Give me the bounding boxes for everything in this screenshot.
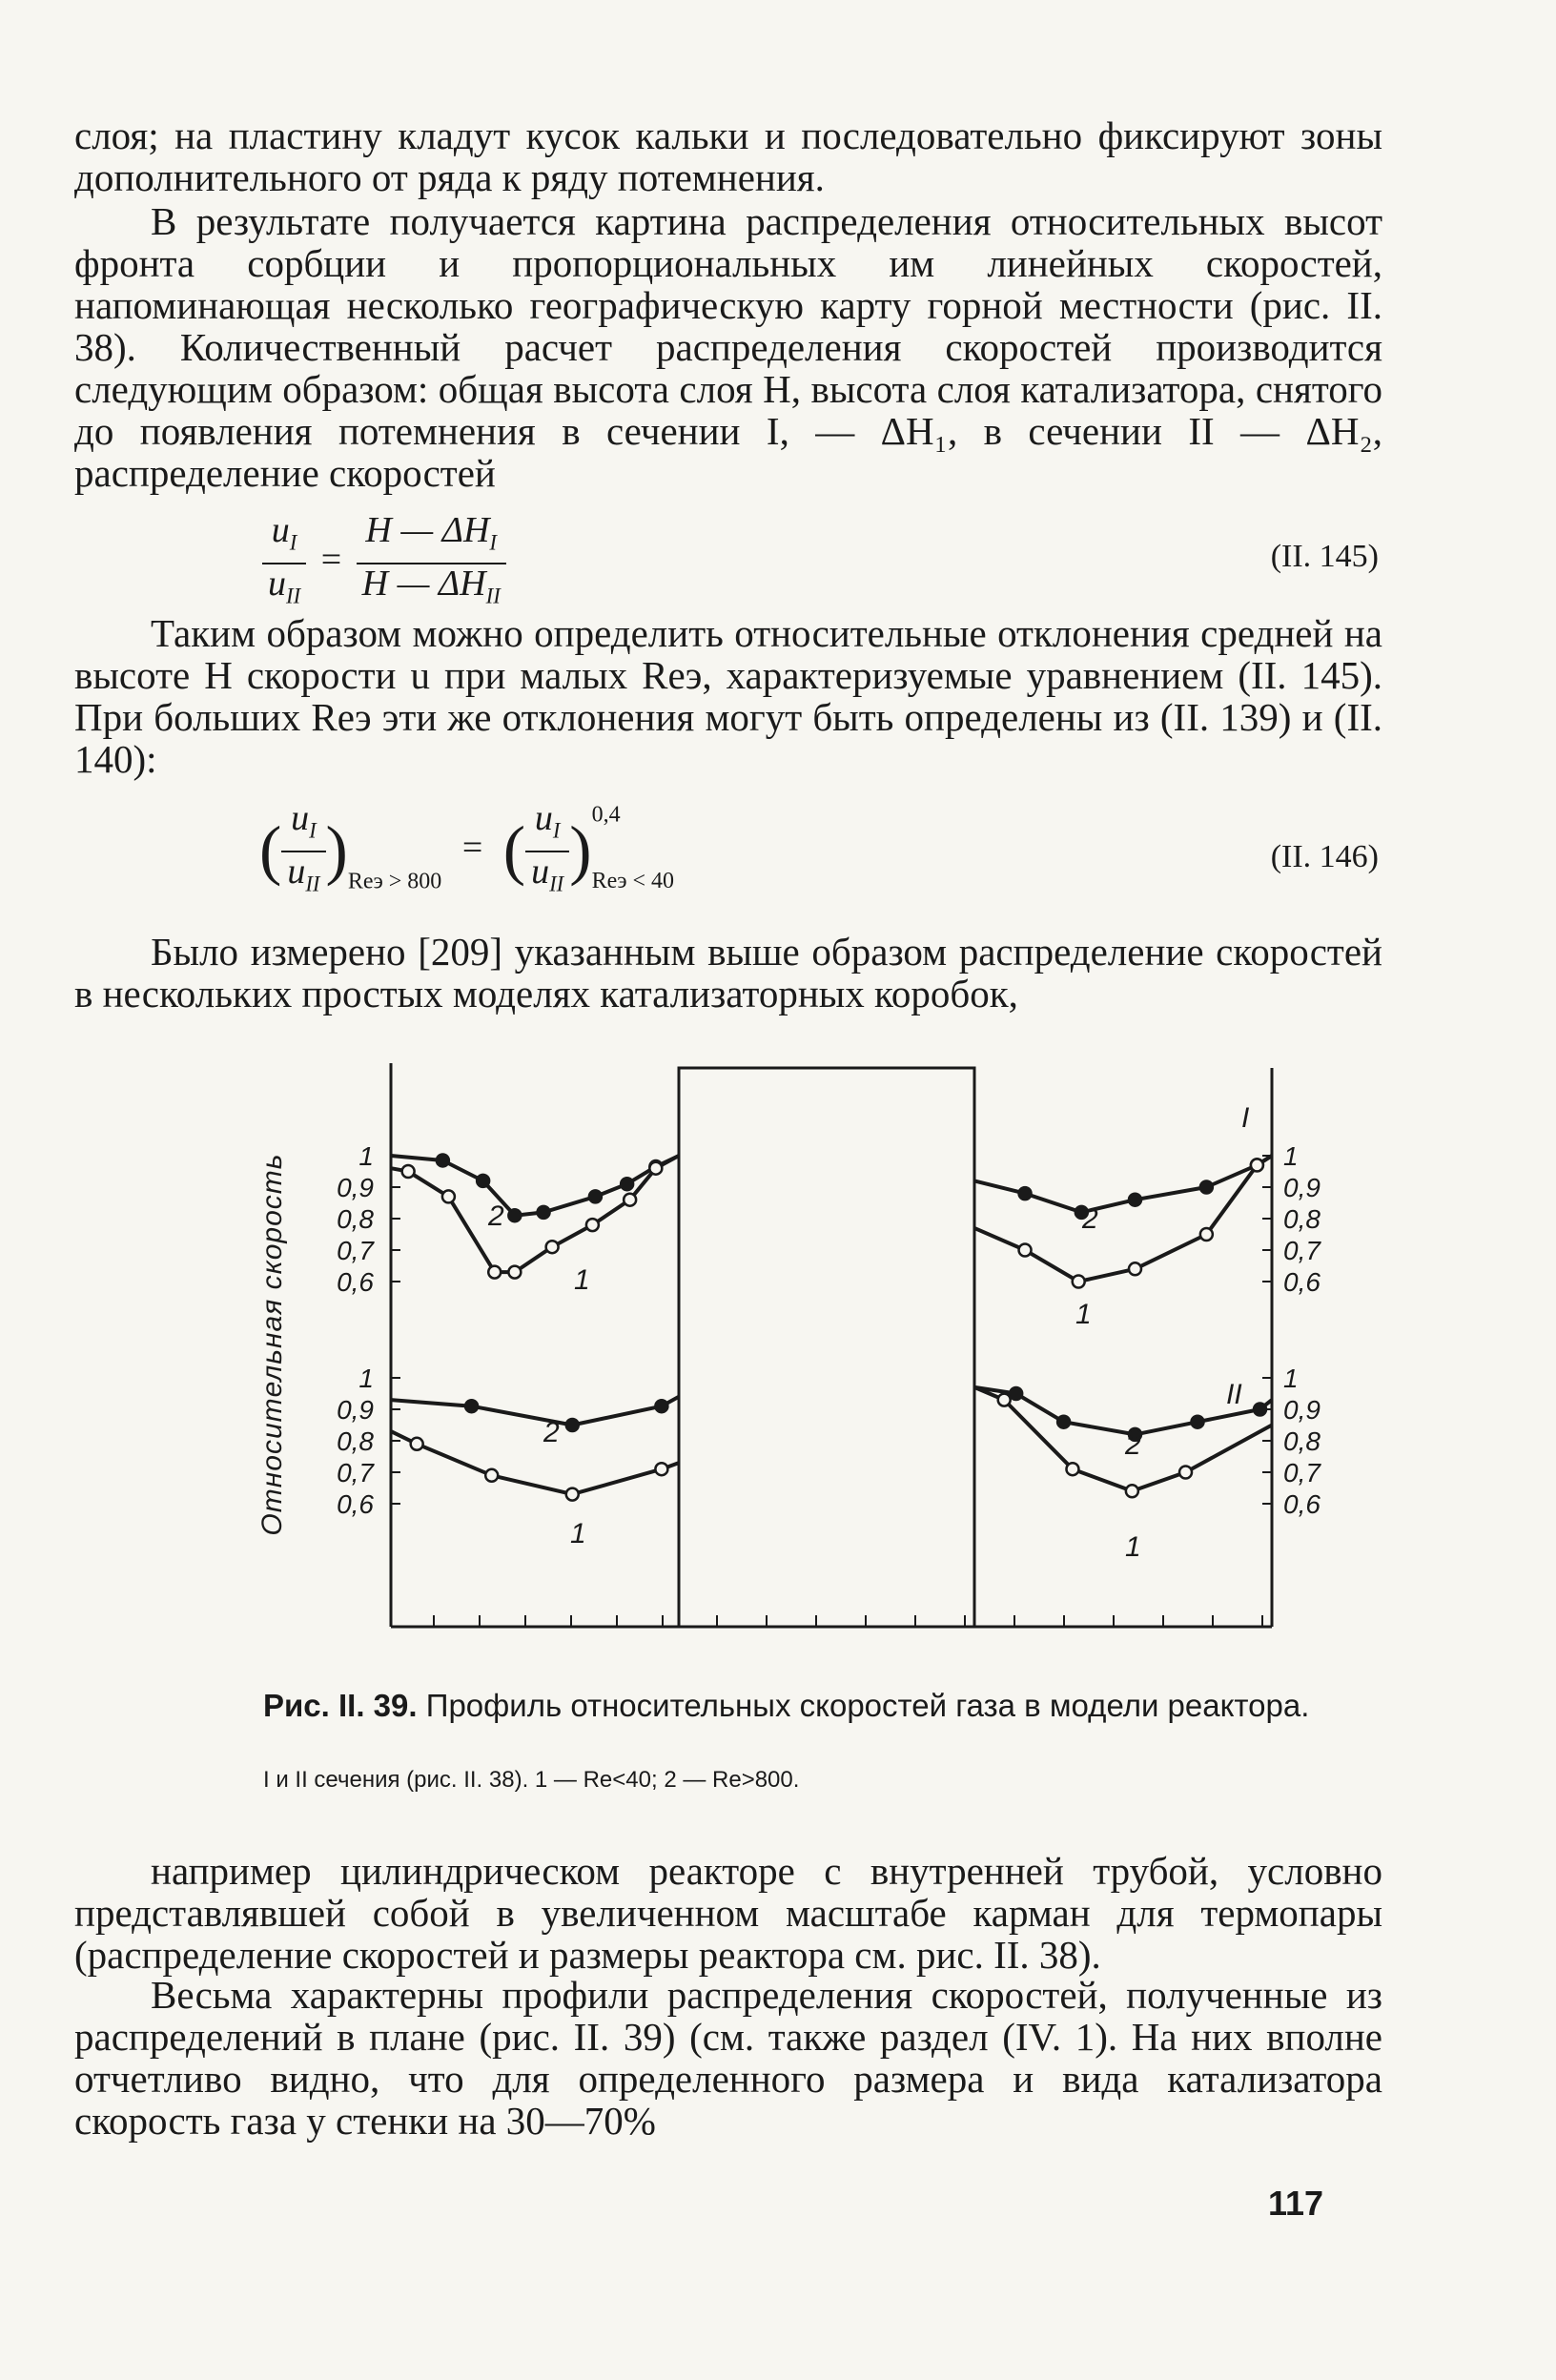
- paragraph-4: Было измерено [209] указанным выше образом распределение скоростей в нескольких простых моделях катализаторных коробок,: [74, 930, 1382, 1016]
- y-tick-label-right: 0,9: [1283, 1395, 1321, 1425]
- y-tick-label-left: 0,7: [337, 1236, 374, 1265]
- series-point: [1251, 1159, 1263, 1171]
- chart-series: [391, 1154, 1272, 1563]
- figure-note: I и II сечения (рис. II. 38). 1 — Re<40; 2 — Re>800.: [263, 1767, 800, 1793]
- section-label-II: II: [1226, 1379, 1242, 1410]
- eq146-cond-left: Reэ > 800: [347, 869, 442, 894]
- y-tick-label-left: 1: [358, 1141, 374, 1171]
- y-tick-label-left: 0,7: [337, 1458, 374, 1488]
- eq145-rhs-num-sub: I: [489, 530, 497, 555]
- y-tick-label-left: 0,9: [337, 1173, 374, 1202]
- series-point: [1129, 1262, 1141, 1275]
- eq146-sub-2: II: [305, 872, 320, 896]
- series-point: [402, 1165, 415, 1178]
- curve-label: 2: [1082, 1203, 1098, 1235]
- series-line-II-left-2: [391, 1397, 679, 1426]
- y-tick-label-left: 0,8: [337, 1204, 374, 1234]
- eq145-lhs-num-sub: I: [289, 530, 297, 555]
- eq146-cond-right: Reэ < 40: [591, 869, 675, 894]
- series-point: [442, 1190, 455, 1202]
- eq145-lhs-den: u: [268, 563, 286, 604]
- y-tick-label-right: 0,6: [1283, 1267, 1321, 1297]
- y-tick-label-left: 1: [358, 1364, 374, 1393]
- paragraph-2: В результате получается картина распределения относительных высот фронта сорбции и пропорциональных им линейных скоростей, напоминающая несколько географическую карту горной местности (рис. II. 38). Количественный расчет распределения скоростей производится следующим образом: общая высота слоя H, высота слоя катализатора, снятого до появления потемнения в сечении I, — ΔH₁, в сечении II — ΔH₂, распределение скоростей: [74, 199, 1382, 495]
- series-point: [485, 1469, 498, 1482]
- eq146-sub-3: I: [552, 818, 561, 843]
- series-point: [1126, 1485, 1138, 1497]
- y-tick-label-right: 0,9: [1283, 1173, 1321, 1202]
- series-point: [1129, 1194, 1141, 1206]
- series-point: [655, 1463, 667, 1475]
- series-point: [1073, 1276, 1085, 1288]
- series-point: [624, 1194, 636, 1206]
- curve-label: 1: [1075, 1299, 1092, 1330]
- figure-caption: [263, 1688, 1382, 1724]
- paragraph-6: Весьма характерны профили распределения скоростей, полученные из распределений в плане (рис. II. 39) (см. также раздел (IV. 1). На них вполне отчетливо видно, что для определенного размера и вида катализатора скорость газа у стенки на 30—70%: [74, 1973, 1382, 2143]
- series-point: [1254, 1404, 1266, 1416]
- y-tick-label-right: 1: [1283, 1141, 1299, 1171]
- eq145-rhs-den: H — ΔH: [361, 563, 486, 604]
- series-point: [1057, 1416, 1070, 1428]
- series-point: [998, 1394, 1011, 1406]
- y-tick-label-right: 0,8: [1283, 1426, 1321, 1456]
- y-axis-label: Относительная скорость: [256, 1153, 288, 1536]
- y-tick-label-left: 0,9: [337, 1395, 374, 1425]
- equation-146-number: (II. 146): [1270, 839, 1379, 874]
- series-point: [1179, 1467, 1192, 1479]
- series-line-I-right-1: [974, 1156, 1272, 1282]
- eq146-sub-4: II: [549, 872, 564, 896]
- y-tick-label-right: 0,7: [1283, 1236, 1321, 1265]
- series-point: [1019, 1187, 1032, 1200]
- series-point: [1010, 1387, 1022, 1400]
- eq146-u1: u: [291, 798, 310, 838]
- y-tick-label-left: 0,6: [337, 1489, 374, 1519]
- y-tick-label-right: 1: [1283, 1364, 1299, 1393]
- curve-label: 2: [488, 1200, 504, 1232]
- series-point: [1019, 1244, 1032, 1257]
- figure-title: Профиль относительных скоростей газа в модели реактора.: [425, 1688, 1310, 1723]
- curve-label: 1: [574, 1264, 590, 1296]
- velocity-profile-chart: [238, 1049, 1321, 1650]
- series-point: [1200, 1228, 1213, 1241]
- series-point: [508, 1209, 521, 1221]
- eq145-lhs: [262, 511, 306, 615]
- paragraph-3: Таким образом можно определить относительные отклонения средней на высоте H скорости u при малых Reэ, характеризуемые уравнением (II. 145). При больших Reэ эти же отклонения могут быть определены из (II. 139) и (II. 140):: [74, 611, 1382, 781]
- series-point: [508, 1266, 521, 1279]
- series-point: [411, 1438, 423, 1450]
- eq146-power: 0,4: [591, 802, 621, 828]
- series-point: [538, 1206, 550, 1219]
- eq146-u4: u: [531, 851, 550, 892]
- eq145-rhs-num: H — ΔH: [365, 510, 490, 550]
- y-tick-label-left: 0,6: [337, 1267, 374, 1297]
- eq145-rhs-den-sub: II: [485, 584, 501, 608]
- eq146-u2: u: [287, 851, 306, 892]
- series-point: [477, 1175, 489, 1187]
- eq146-u3: u: [534, 798, 553, 838]
- series-line-II-left-1: [391, 1431, 679, 1494]
- section-label-I: I: [1241, 1102, 1250, 1134]
- paragraph-1: слоя; на пластину кладут кусок кальки и последовательно фиксируют зоны дополнительного от ряда к ряду потемнения.: [74, 113, 1382, 199]
- series-point: [465, 1400, 478, 1412]
- series-point: [488, 1266, 501, 1279]
- eq146-sub-1: I: [309, 818, 317, 843]
- eq145-lhs-den-sub: II: [286, 584, 301, 608]
- series-point: [655, 1400, 667, 1412]
- equation-146: ( $\frac{u_I}{u_{II}}$ )$_{Reэ > 800}$ = ( $\frac{u_I}{u_{II}}$ )$^{0,4}_{Reэ < 40}$: [259, 798, 675, 896]
- series-point: [1192, 1416, 1204, 1428]
- series-point: [589, 1190, 602, 1202]
- eq145-rhs: [357, 511, 506, 615]
- y-tick-label-right: 0,6: [1283, 1489, 1321, 1519]
- series-point: [566, 1419, 579, 1431]
- y-tick-label-right: 0,8: [1283, 1204, 1321, 1234]
- y-tick-label-right: 0,7: [1283, 1458, 1321, 1488]
- curve-label: 2: [1125, 1429, 1141, 1461]
- equation-145: $\frac{u_I}{u_{II}}$ = $\frac{H — \Delta H_I}{H — \Delta H_{II}}$: [262, 511, 506, 615]
- page-number: 117: [1268, 2184, 1324, 2223]
- curve-label: 1: [1125, 1531, 1141, 1563]
- y-tick-label-left: 0,8: [337, 1426, 374, 1456]
- series-point: [621, 1178, 633, 1190]
- series-point: [1066, 1463, 1078, 1475]
- curve-label: 1: [570, 1518, 586, 1549]
- series-point: [586, 1219, 599, 1231]
- equation-145-number: (II. 145): [1270, 539, 1379, 574]
- chart-frame: [256, 1063, 1321, 1627]
- series-point: [546, 1241, 559, 1253]
- series-point: [1200, 1181, 1213, 1194]
- inner-tube-block: [679, 1068, 974, 1627]
- figure-label: Рис. II. 39.: [263, 1688, 418, 1723]
- eq145-lhs-num: u: [271, 510, 290, 550]
- curve-label: 2: [543, 1417, 560, 1448]
- series-point: [649, 1162, 662, 1175]
- paragraph-5: например цилиндрическом реакторе с внутренней трубой, условно представлявшей собой в увеличенном масштабе карман для термопары (распределение скоростей и размеры реактора см. рис. II. 38).: [74, 1849, 1382, 1977]
- series-point: [437, 1154, 449, 1166]
- series-point: [566, 1488, 579, 1501]
